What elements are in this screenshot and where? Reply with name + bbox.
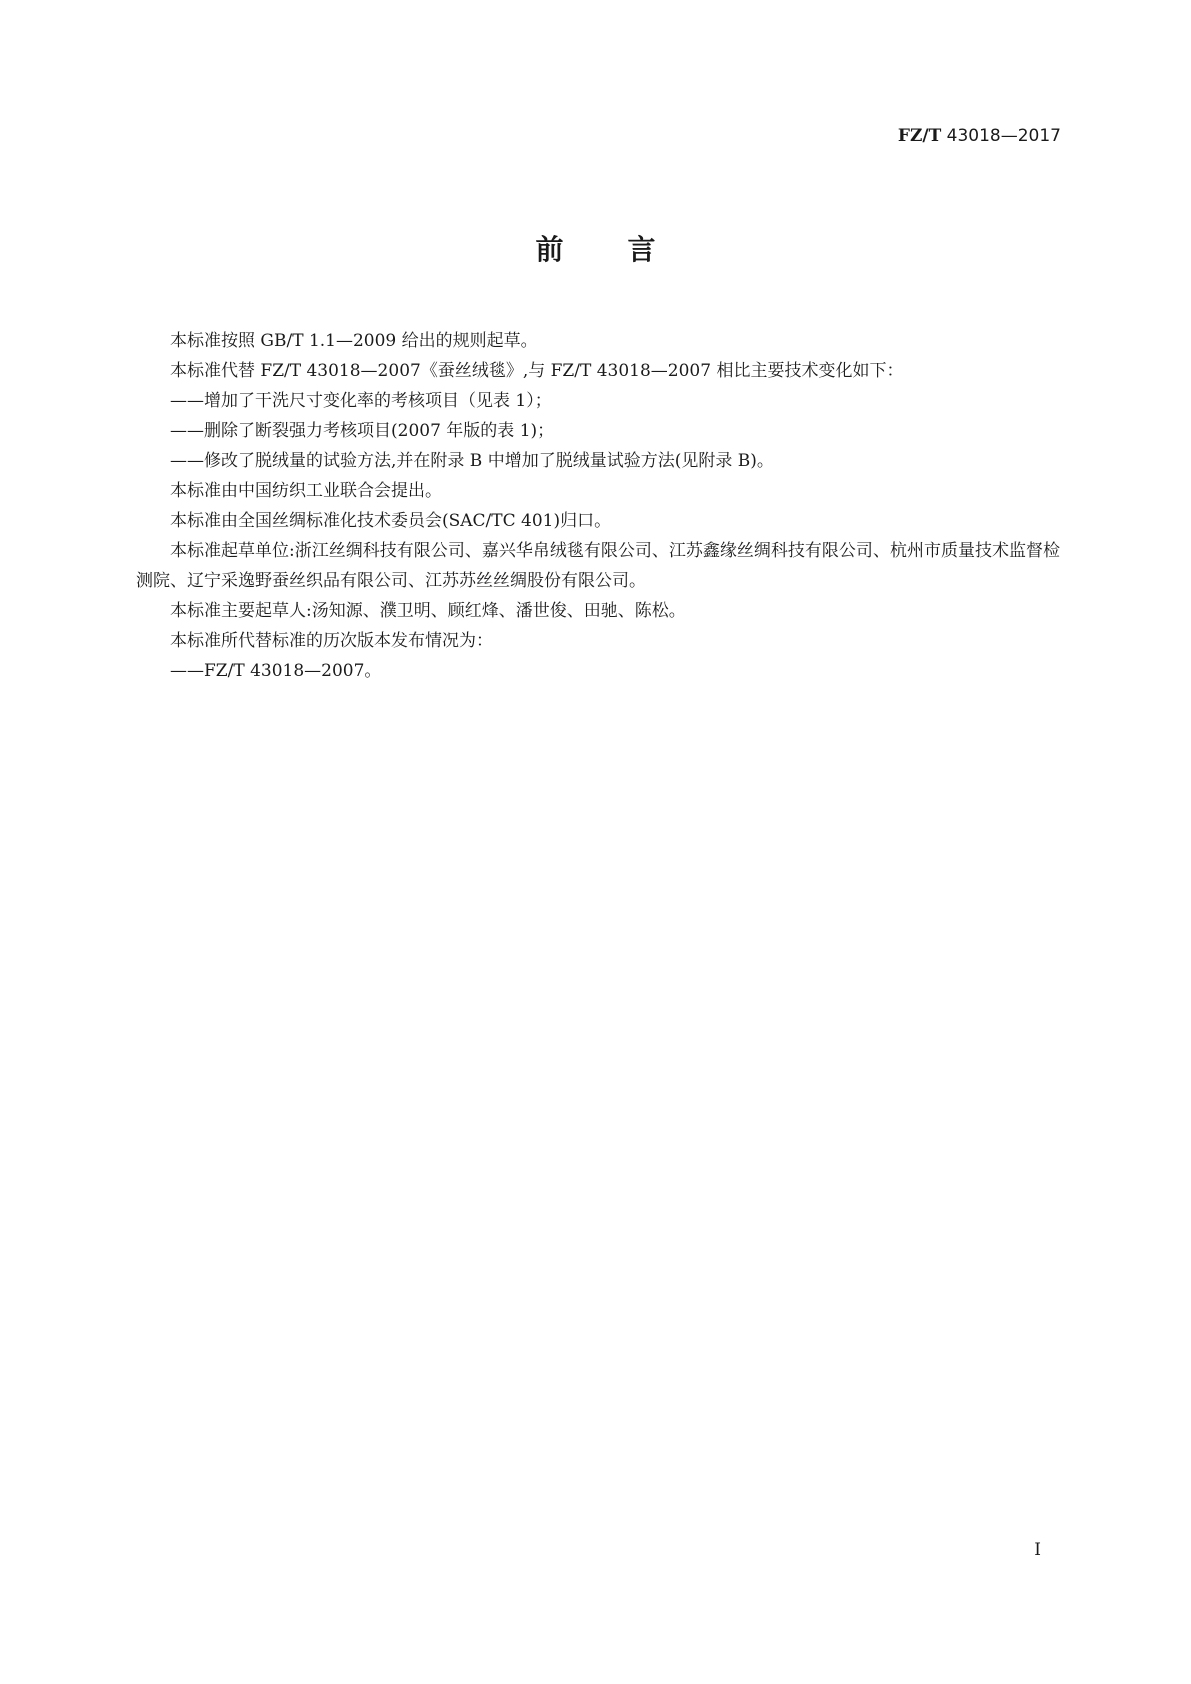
paragraph-proposer: 本标准由中国纺织工业联合会提出。 [170,481,442,501]
paragraph-replacement: 本标准代替 FZ/T 43018—2007《蚕丝绒毯》,与 FZ/T 43018—2007 相比主要技术变化如下： [170,361,904,381]
paragraph-drafting-units: 本标准起草单位:浙江丝绸科技有限公司、嘉兴华帛绒毯有限公司、江苏鑫缘丝绸科技有限公司、杭州市质量技术监督检测院、辽宁采逸野蚕丝织品有限公司、江苏苏丝丝绸股份有限公司。 [136,541,1060,591]
paragraph-history-intro: 本标准所代替标准的历次版本发布情况为： [170,631,493,651]
list-item-history-1: ——FZ/T 43018—2007。 [170,661,382,681]
standard-prefix: FZ/T [897,126,942,146]
foreword-body [136,326,1060,686]
page-title [0,228,1191,268]
standard-number: 43018—2017 [946,126,1061,146]
paragraph-drafters: 本标准主要起草人:汤知源、濮卫明、顾红烽、潘世俊、田驰、陈松。 [170,601,686,621]
page-number: I [1034,1540,1041,1560]
paragraph-centralized: 本标准由全国丝绸标准化技术委员会(SAC/TC 401)归口。 [170,511,612,531]
standard-code [898,126,1061,146]
title-char-1: 前 [535,233,564,266]
paragraph-drafting-rules: 本标准按照 GB/T 1.1—2009 给出的规则起草。 [170,331,538,351]
list-item-change-3: ——修改了脱绒量的试验方法,并在附录 B 中增加了脱绒量试验方法(见附录 B)。 [170,451,774,471]
list-item-change-2: ——删除了断裂强力考核项目(2007 年版的表 1)； [170,421,555,441]
title-char-2: 言 [627,233,656,266]
list-item-change-1: ——增加了干洗尺寸变化率的考核项目（见表 1）； [170,391,552,411]
